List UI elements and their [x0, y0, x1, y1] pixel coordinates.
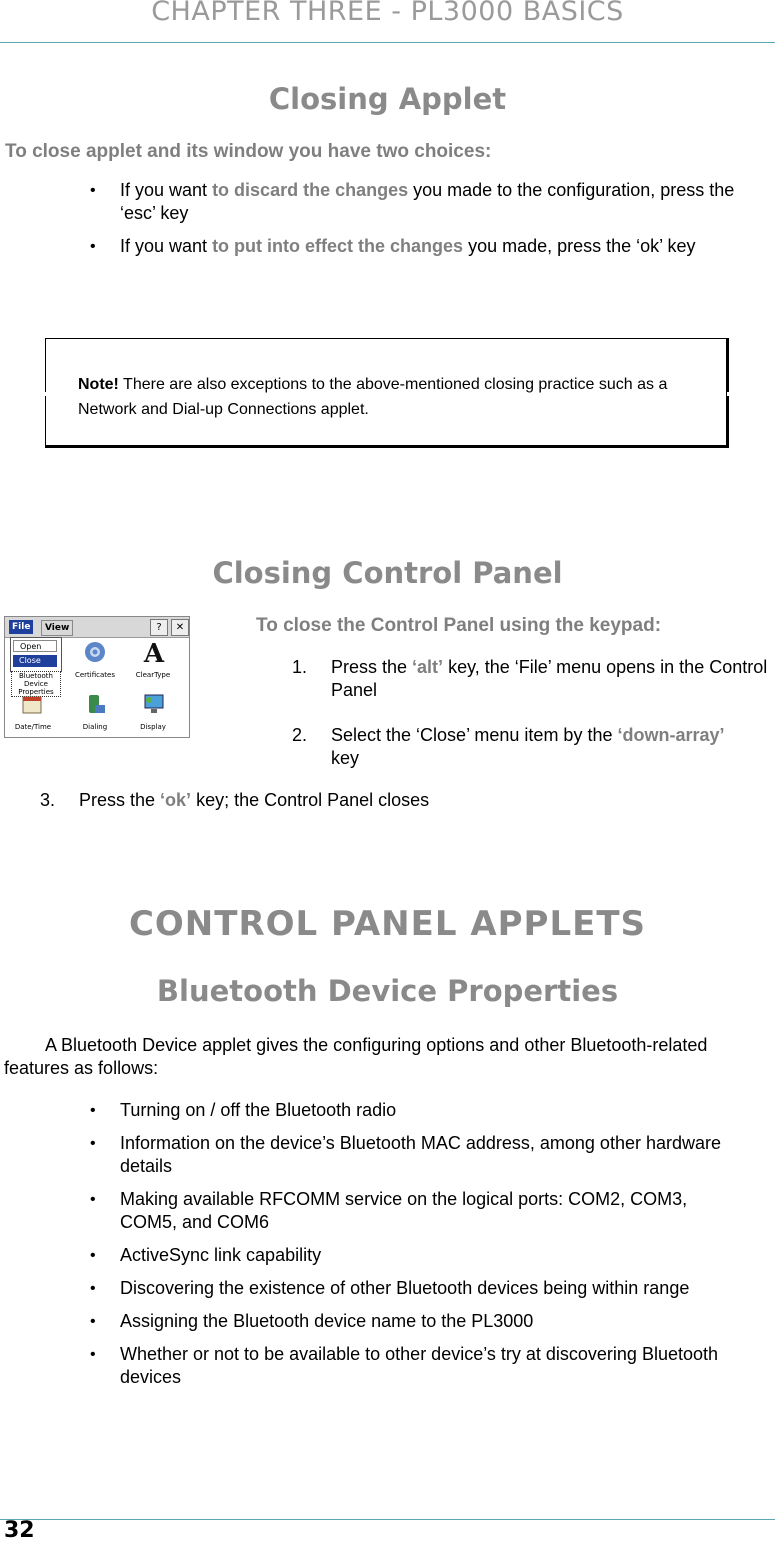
cleartype-label: ClearType: [135, 671, 171, 679]
dropdown-open: Open: [13, 640, 57, 652]
step-number: 2.: [292, 725, 308, 745]
step-3: 3. Press the ‘ok’ key; the Control Panel closes: [40, 790, 430, 810]
note-box-gap: [727, 392, 731, 396]
step-1: 1. Press the ‘alt’ key, the ‘File’ menu opens in the Control Panel: [292, 657, 768, 700]
view-menu: View: [41, 620, 73, 636]
svg-text:A: A: [143, 639, 165, 665]
note-text: Note! There are also exceptions to the above-mentioned closing practice such as a Network and Dial-up Connections applet.: [78, 376, 668, 418]
file-dropdown: [10, 637, 62, 672]
certificates-label: Certificates: [74, 671, 115, 679]
dialing-icon: [81, 691, 109, 717]
step-number: 3.: [40, 790, 56, 810]
footer-divider: [0, 1519, 775, 1520]
certificates-icon: [81, 639, 109, 665]
datetime-icon: [19, 691, 47, 717]
file-menu: File: [9, 620, 33, 634]
bluetooth-label: Bluetooth Device Properties: [11, 671, 61, 697]
closing-applet-subhead: To close applet and its window you have two choices:: [5, 141, 492, 162]
close-icon: ✕: [171, 619, 189, 636]
page-number: 32: [4, 1518, 35, 1543]
list-item: • Making available RFCOMM service on the logical ports: COM2, COM3, COM5, and COM6: [120, 1188, 740, 1234]
list-item: • If you want to put into effect the changes you made, press the ‘ok’ key: [120, 235, 760, 258]
dropdown-close: Close: [13, 655, 57, 667]
closing-applet-title: Closing Applet: [268, 82, 507, 116]
display-label: Display: [140, 723, 166, 731]
dialing-label: Dialing: [82, 723, 108, 731]
list-item: • Assigning the Bluetooth device name to the PL3000: [120, 1310, 740, 1333]
bluetooth-features-list: [120, 1099, 740, 1389]
list-item: • ActiveSync link capability: [120, 1244, 740, 1267]
control-panel-menubar: [5, 617, 190, 638]
list-item: • If you want to discard the changes you made to the configuration, press the ‘esc’ key: [120, 179, 760, 225]
closing-control-panel-subhead: To close the Control Panel using the keypad:: [256, 615, 662, 636]
applets-intro: A Bluetooth Device applet gives the configuring options and other Bluetooth-related features as follows:: [4, 1035, 708, 1078]
list-item: • Whether or not to be available to other device’s try at discovering Bluetooth devices: [120, 1343, 740, 1389]
step-number: 1.: [292, 657, 308, 677]
applets-title: CONTROL PANEL APPLETS: [128, 904, 647, 944]
datetime-label: Date/Time: [14, 723, 52, 731]
chapter-header: CHAPTER THREE - PL3000 BASICS: [151, 0, 624, 27]
header-divider: [0, 42, 775, 43]
display-icon: [140, 691, 168, 717]
list-item: • Information on the device’s Bluetooth MAC address, among other hardware details: [120, 1132, 740, 1178]
control-panel-screenshot: [4, 616, 190, 738]
note-box-gap: [44, 392, 47, 396]
help-button: ?: [150, 619, 168, 636]
cleartype-icon: [140, 639, 168, 665]
bluetooth-subtitle: Bluetooth Device Properties: [156, 974, 619, 1008]
list-item: • Turning on / off the Bluetooth radio: [120, 1099, 740, 1122]
list-item: • Discovering the existence of other Bluetooth devices being within range: [120, 1277, 740, 1300]
step-2: 2. Select the ‘Close’ menu item by the ‘down-array’ key: [292, 725, 725, 768]
closing-applet-bullets: [120, 179, 760, 258]
closing-control-panel-title: Closing Control Panel: [212, 556, 563, 590]
